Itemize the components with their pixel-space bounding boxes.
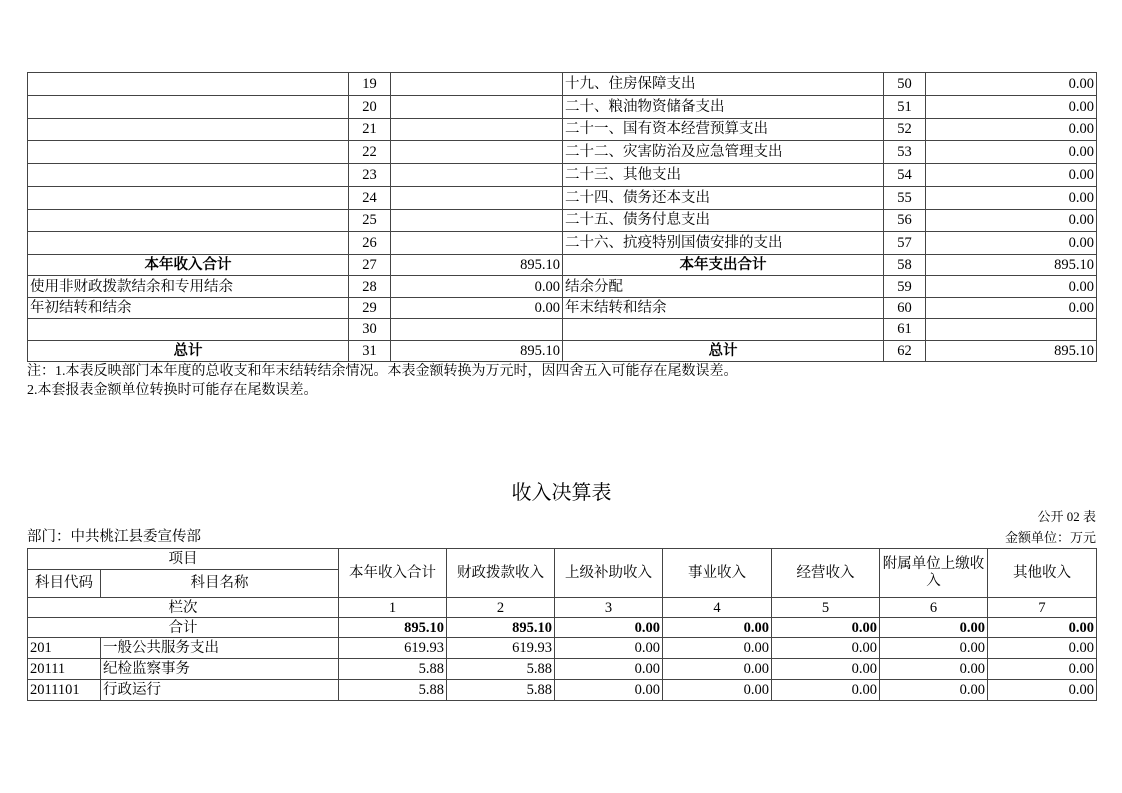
expense-line-no-cell: 55 — [884, 186, 926, 209]
expense-line-no-cell: 56 — [884, 209, 926, 232]
account-name-cell: 纪检监察事务 — [101, 659, 339, 680]
table-notes — [27, 362, 738, 400]
column-index-cell: 6 — [880, 598, 988, 618]
total-value-cell: 0.00 — [880, 618, 988, 638]
total-label: 合计 — [28, 618, 339, 638]
amount-cell: 0.00 — [988, 638, 1097, 659]
column-index-row — [28, 598, 1097, 618]
income-amount-cell — [391, 118, 563, 141]
expense-amount-cell: 0.00 — [926, 118, 1097, 141]
expense-line-no-cell: 61 — [884, 319, 926, 340]
amount-cell: 5.88 — [447, 680, 555, 701]
expense-item-cell: 年末结转和结余 — [563, 297, 884, 318]
summary-row — [28, 73, 1097, 96]
table-row — [28, 680, 1097, 701]
expense-item-cell: 二十六、抗疫特别国债安排的支出 — [563, 232, 884, 255]
total-row — [28, 618, 1097, 638]
total-value-cell: 895.10 — [339, 618, 447, 638]
expense-amount-cell: 0.00 — [926, 95, 1097, 118]
column-index-cell: 2 — [447, 598, 555, 618]
summary-subtotal-row — [28, 255, 1097, 276]
expense-amount-cell: 0.00 — [926, 209, 1097, 232]
expense-item-cell: 二十五、债务付息支出 — [563, 209, 884, 232]
income-amount-cell — [391, 141, 563, 164]
income-line-no-cell: 31 — [349, 340, 391, 361]
header-column-cell: 财政拨款收入 — [447, 549, 555, 598]
expense-grand-total-label: 总计 — [563, 340, 884, 361]
income-amount-cell — [391, 186, 563, 209]
income-line-no-cell: 24 — [349, 186, 391, 209]
income-table — [27, 548, 1097, 701]
amount-unit-label: 金额单位：万元 — [1004, 530, 1096, 545]
expense-amount-cell — [926, 319, 1097, 340]
expense-item-cell: 二十三、其他支出 — [563, 164, 884, 187]
income-item-cell — [28, 209, 349, 232]
amount-cell: 0.00 — [772, 680, 880, 701]
expense-line-no-cell: 59 — [884, 276, 926, 297]
amount-cell: 0.00 — [880, 638, 988, 659]
column-index-cell: 4 — [663, 598, 772, 618]
expense-line-no-cell: 60 — [884, 297, 926, 318]
amount-cell: 5.88 — [339, 659, 447, 680]
income-amount-cell — [391, 164, 563, 187]
amount-cell: 0.00 — [663, 638, 772, 659]
summary-row — [28, 232, 1097, 255]
header-row — [28, 549, 1097, 570]
account-code-cell: 20111 — [28, 659, 101, 680]
total-value-cell: 895.10 — [447, 618, 555, 638]
summary-row — [28, 95, 1097, 118]
income-subtotal-amount: 895.10 — [391, 255, 563, 276]
header-column-cell: 事业收入 — [663, 549, 772, 598]
income-item-cell — [28, 186, 349, 209]
expense-subtotal-amount: 895.10 — [926, 255, 1097, 276]
header-code-cell: 科目代码 — [28, 570, 101, 598]
amount-cell: 0.00 — [772, 638, 880, 659]
table-row — [28, 638, 1097, 659]
income-amount-cell: 0.00 — [391, 276, 563, 297]
amount-cell: 0.00 — [555, 659, 663, 680]
income-line-no-cell: 22 — [349, 141, 391, 164]
amount-cell: 619.93 — [339, 638, 447, 659]
income-item-cell — [28, 95, 349, 118]
expense-subtotal-label: 本年支出合计 — [563, 255, 884, 276]
note-line: 注：1.本表反映部门本年度的总收支和年末结转结余情况。本表金额转换为万元时，因四舍五入可能存在尾数误差。 — [27, 364, 738, 379]
column-index-cell: 3 — [555, 598, 663, 618]
income-line-no-cell: 30 — [349, 319, 391, 340]
total-value-cell: 0.00 — [988, 618, 1097, 638]
column-index-cell: 1 — [339, 598, 447, 618]
total-value-cell: 0.00 — [663, 618, 772, 638]
income-item-cell — [28, 232, 349, 255]
income-item-cell — [28, 118, 349, 141]
expense-amount-cell: 0.00 — [926, 73, 1097, 96]
amount-cell: 0.00 — [555, 680, 663, 701]
summary-row — [28, 297, 1097, 318]
summary-row — [28, 186, 1097, 209]
income-line-no-cell: 19 — [349, 73, 391, 96]
income-amount-cell — [391, 73, 563, 96]
summary-row — [28, 319, 1097, 340]
expense-line-no-cell: 58 — [884, 255, 926, 276]
amount-cell: 0.00 — [880, 659, 988, 680]
expense-item-cell — [563, 319, 884, 340]
expense-item-cell: 二十四、债务还本支出 — [563, 186, 884, 209]
expense-item-cell: 结余分配 — [563, 276, 884, 297]
amount-cell: 5.88 — [447, 659, 555, 680]
income-item-cell — [28, 164, 349, 187]
income-line-no-cell: 21 — [349, 118, 391, 141]
amount-cell: 0.00 — [880, 680, 988, 701]
summary-row — [28, 164, 1097, 187]
expense-item-cell: 二十二、灾害防治及应急管理支出 — [563, 141, 884, 164]
summary-row — [28, 118, 1097, 141]
income-item-cell — [28, 141, 349, 164]
amount-cell: 0.00 — [663, 680, 772, 701]
header-column-cell: 附属单位上缴收入 — [880, 549, 988, 598]
header-item-cell: 项目 — [28, 549, 339, 570]
amount-cell: 619.93 — [447, 638, 555, 659]
income-line-no-cell: 28 — [349, 276, 391, 297]
expense-line-no-cell: 52 — [884, 118, 926, 141]
expense-amount-cell: 0.00 — [926, 297, 1097, 318]
income-line-no-cell: 26 — [349, 232, 391, 255]
amount-cell: 0.00 — [772, 659, 880, 680]
income-grand-total-amount: 895.10 — [391, 340, 563, 361]
summary-row — [28, 141, 1097, 164]
expense-grand-total-amount: 895.10 — [926, 340, 1097, 361]
column-index-cell: 5 — [772, 598, 880, 618]
account-name-cell: 行政运行 — [101, 680, 339, 701]
expense-line-no-cell: 62 — [884, 340, 926, 361]
amount-cell: 0.00 — [663, 659, 772, 680]
summary-row — [28, 276, 1097, 297]
amount-cell: 0.00 — [988, 659, 1097, 680]
expense-line-no-cell: 53 — [884, 141, 926, 164]
income-line-no-cell: 23 — [349, 164, 391, 187]
income-amount-cell — [391, 209, 563, 232]
income-item-cell — [28, 319, 349, 340]
account-name-cell: 一般公共服务支出 — [101, 638, 339, 659]
summary-grand-total-row — [28, 340, 1097, 361]
total-value-cell: 0.00 — [772, 618, 880, 638]
expense-line-no-cell: 57 — [884, 232, 926, 255]
column-index-cell: 7 — [988, 598, 1097, 618]
income-line-no-cell: 29 — [349, 297, 391, 318]
department-label: 部门：中共桃江县委宣传部 — [27, 529, 201, 545]
expense-amount-cell: 0.00 — [926, 276, 1097, 297]
header-name-cell: 科目名称 — [101, 570, 339, 598]
income-line-no-cell: 20 — [349, 95, 391, 118]
income-subtotal-label: 本年收入合计 — [28, 255, 349, 276]
expense-item-cell: 十九、住房保障支出 — [563, 73, 884, 96]
note-line: 2.本套报表金额单位转换时可能存在尾数误差。 — [27, 383, 318, 398]
report-title: 收入决算表 — [511, 482, 612, 504]
income-item-cell: 年初结转和结余 — [28, 297, 349, 318]
expense-amount-cell: 0.00 — [926, 164, 1097, 187]
expense-item-cell: 二十、粮油物资储备支出 — [563, 95, 884, 118]
amount-cell: 0.00 — [988, 680, 1097, 701]
account-code-cell: 2011101 — [28, 680, 101, 701]
header-column-cell: 上级补助收入 — [555, 549, 663, 598]
income-item-cell — [28, 73, 349, 96]
expense-line-no-cell: 50 — [884, 73, 926, 96]
total-value-cell: 0.00 — [555, 618, 663, 638]
income-line-no-cell: 25 — [349, 209, 391, 232]
expense-line-no-cell: 51 — [884, 95, 926, 118]
expense-amount-cell: 0.00 — [926, 232, 1097, 255]
expense-line-no-cell: 54 — [884, 164, 926, 187]
table-row — [28, 659, 1097, 680]
income-line-no-cell: 27 — [349, 255, 391, 276]
header-column-cell: 经营收入 — [772, 549, 880, 598]
income-grand-total-label: 总计 — [28, 340, 349, 361]
income-amount-cell — [391, 95, 563, 118]
header-column-cell: 其他收入 — [988, 549, 1097, 598]
summary-row — [28, 209, 1097, 232]
amount-cell: 0.00 — [555, 638, 663, 659]
summary-table — [27, 72, 1097, 362]
account-code-cell: 201 — [28, 638, 101, 659]
form-code: 公开 02 表 — [1037, 509, 1096, 524]
expense-amount-cell: 0.00 — [926, 186, 1097, 209]
amount-cell: 5.88 — [339, 680, 447, 701]
income-amount-cell — [391, 319, 563, 340]
expense-amount-cell: 0.00 — [926, 141, 1097, 164]
income-amount-cell — [391, 232, 563, 255]
column-index-label: 栏次 — [28, 598, 339, 618]
expense-item-cell: 二十一、国有资本经营预算支出 — [563, 118, 884, 141]
header-column-cell: 本年收入合计 — [339, 549, 447, 598]
income-amount-cell: 0.00 — [391, 297, 563, 318]
income-item-cell: 使用非财政拨款结余和专用结余 — [28, 276, 349, 297]
